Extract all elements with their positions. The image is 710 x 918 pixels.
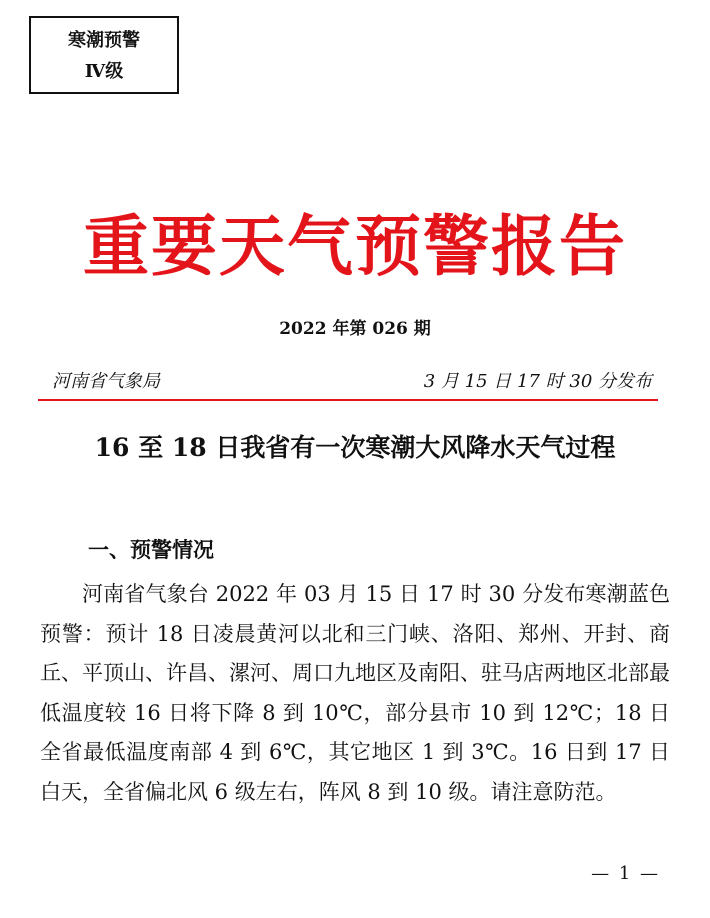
publication-info [46, 370, 660, 394]
issued-time: 3 月 15 日 17 时 30 分发布 [423, 371, 652, 392]
page-number: — 1 — [591, 863, 660, 884]
red-divider-line [38, 399, 658, 401]
report-headline: 16 至 18 日我省有一次寒潮大风降水天气过程 [94, 433, 616, 462]
warning-level-box [29, 16, 179, 94]
section-body-paragraph: 河南省气象台 2022 年 03 月 15 日 17 时 30 分发布寒潮蓝色预警：预计 18 日凌晨黄河以北和三门峡、洛阳、郑州、开封、商丘、平顶山、许昌、漯河、周口九地区及南阳、驻马店两地区北部最低温度较 16 日将下降 8 到 10℃，部分县市 10 到 12℃；18 日全省最低温度南部 4 到 6℃，其它地区 1 到 3℃。16 日到 17 日白天，全省偏北风 6 级左右，阵风 8 到 10 级。请注意防范。 [40, 582, 670, 804]
section-heading: 一、预警情况 [88, 538, 214, 562]
warning-type-label: 寒潮预警 [68, 30, 140, 51]
publisher-name: 河南省气象局 [52, 371, 160, 392]
warning-level-label: Ⅳ级 [84, 61, 124, 82]
issue-number: 2022 年第 026 期 [279, 319, 431, 339]
report-title: 重要天气预警报告 [83, 207, 627, 285]
